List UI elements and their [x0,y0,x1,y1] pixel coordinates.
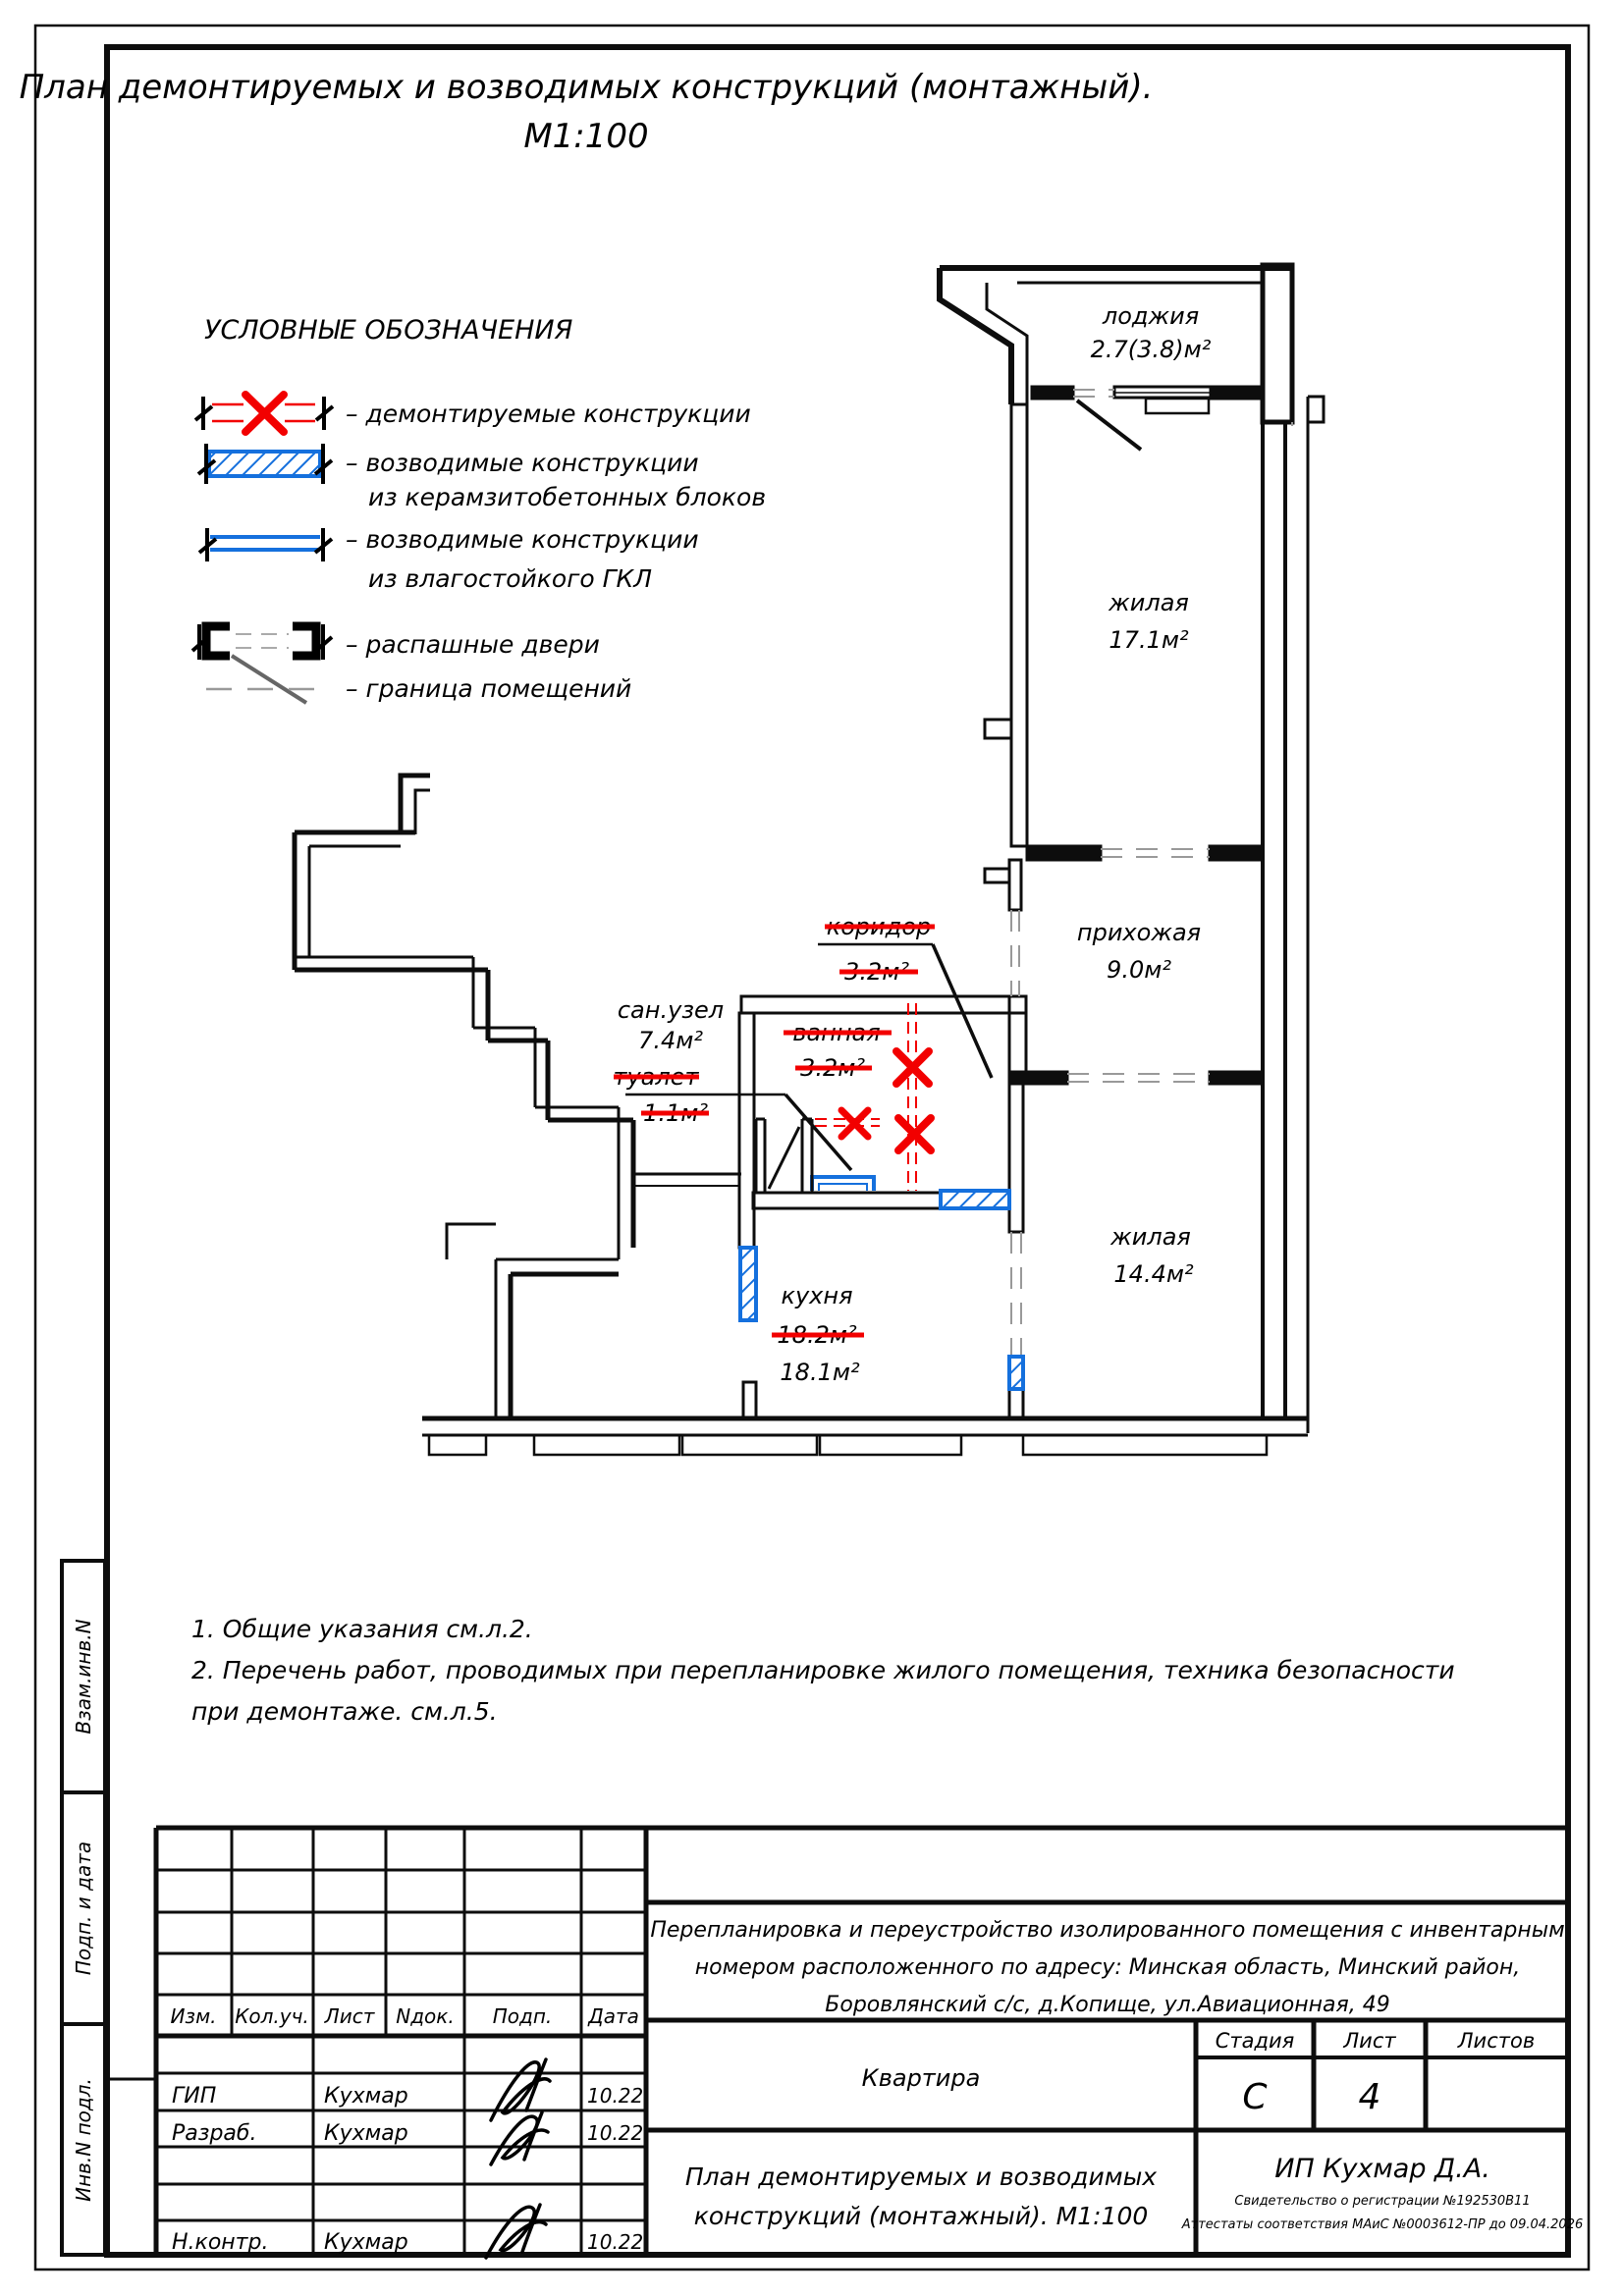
room-area-corridor: 3.2м² [844,958,909,986]
legend-item-5-label: – граница помещений [346,674,632,703]
room-area-sanuzel: 7.4м² [638,1027,703,1054]
title-block-right [650,1918,1583,2232]
sheet-label: Лист [1343,2029,1396,2053]
new-wall-blocks-1 [941,1191,1009,1208]
row-nkontr-date: 10.22 [587,2230,644,2254]
room-area-bath: 3.2м² [800,1054,865,1082]
room-label-loggia: лоджия [1102,302,1200,330]
stage-label: Стадия [1215,2029,1295,2053]
sheet-title [20,68,1154,156]
title-block [105,1828,1583,2258]
row-gip-date: 10.22 [587,2084,644,2108]
legend-item-4-label: – распашные двери [346,630,600,659]
company-cert-1: Свидетельство о регистрации №192530В11 [1234,2194,1531,2209]
swing-door-icon [192,624,332,703]
row-razrab-role: Разраб. [172,2121,257,2146]
header-data: Дата [588,2004,639,2028]
project-address-2: номером расположенного по адресу: Минская область, Минский район, [694,1955,1521,1980]
room-area-hall: 9.0м² [1107,956,1171,984]
row-gip-name: Кухмар [324,2084,408,2109]
sheet-title-line1: План демонтируемых и возводимых конструкций (монтажный). [19,68,1154,107]
room-label-toilet: туалет [613,1063,699,1091]
row-gip-role: ГИП [172,2084,217,2109]
row-nkontr-role: Н.контр. [172,2230,269,2255]
stage-value: С [1242,2077,1268,2117]
room-area-living2: 14.4м² [1113,1260,1194,1288]
doc-title-2: конструкций (монтажный). М1:100 [693,2202,1149,2230]
sheet-title-scale: М1:100 [523,117,649,156]
header-izm: Изм. [170,2004,217,2028]
signature-razrab [491,2112,548,2164]
demolished-wall-icon [195,395,333,432]
note-line-1: 1. Общие указания см.л.2. [191,1615,533,1643]
row-razrab-date: 10.22 [587,2121,644,2145]
object-name: Квартира [861,2064,981,2092]
signature-nkontr [486,2205,546,2258]
floor-plan [295,265,1324,1455]
new-wall-blocks-2 [740,1248,756,1320]
sheet-value: 4 [1358,2077,1381,2117]
new-wall-blocks-3 [1009,1357,1023,1389]
header-podp: Подп. [492,2004,553,2028]
sidebar-stamp-podp: Подп. и дата [72,1841,95,1976]
room-area-living1: 17.1м² [1109,626,1189,654]
company-name: ИП Кухмар Д.А. [1274,2154,1490,2184]
sheets-label: Листов [1457,2029,1536,2053]
room-label-hall: прихожая [1076,919,1202,946]
new-gkl-wall-icon [199,528,332,561]
header-ndok: Nдок. [396,2004,455,2028]
header-koluch: Кол.уч. [235,2004,309,2028]
note-line-2: 2. Перечень работ, проводимых при перепланировке жилого помещения, техника безопасности [191,1656,1455,1684]
room-boundaries [1011,390,1292,1357]
project-address-3: Боровлянский с/с, д.Копище, ул.Авиационная, 49 [825,1993,1390,2017]
signatures [486,2059,550,2258]
note-line-3: при демонтаже. см.л.5. [191,1697,498,1726]
room-area-toilet: 1.1м² [643,1099,708,1127]
new-blocks-wall-icon [198,444,332,484]
project-address-1: Перепланировка и переустройство изолированного помещения с инвентарным [650,1918,1565,1943]
demolition-x-icon [896,1051,931,1150]
demolition-x-small-icon [841,1110,868,1137]
row-nkontr-name: Кухмар [324,2230,408,2255]
legend-item-2-label: – возводимые конструкции [346,449,699,477]
doc-title-1: План демонтируемых и возводимых [684,2163,1158,2191]
company-cert-2: Аттестаты соответствия МАиС №0003612-ПР до 09.04.2026 [1181,2217,1584,2232]
room-area-kitchen-old: 18.2м² [777,1321,857,1349]
sidebar-stamp-vzam: Взам.инв.N [72,1619,95,1735]
room-label-bath: ванная [792,1019,881,1046]
legend-item-3-label2: из влагостойкого ГКЛ [368,564,653,593]
legend-item-1-label: – демонтируемые конструкции [346,400,751,428]
room-area-kitchen-new: 18.1м² [780,1359,860,1386]
room-labels [614,302,1212,1386]
notes [191,1615,1455,1726]
legend-heading: УСЛОВНЫЕ ОБОЗНАЧЕНИЯ [204,315,573,346]
title-block-headers [170,2004,638,2028]
room-label-kitchen: кухня [781,1282,853,1309]
header-list: Лист [324,2004,375,2028]
room-label-sanuzel: сан.узел [617,996,725,1024]
sidebar-stamps [62,1561,105,2255]
row-razrab-name: Кухмар [324,2121,408,2146]
room-label-living2: жилая [1110,1223,1191,1251]
room-area-loggia: 2.7(3.8)м² [1090,336,1212,363]
room-label-living1: жилая [1109,589,1189,616]
legend-item-2-label2: из керамзитобетонных блоков [368,483,767,511]
room-label-corridor: коридор [826,913,932,940]
label-strikethroughs [614,927,935,1335]
legend [192,315,766,703]
sidebar-stamp-inv: Инв.N подл. [72,2078,95,2202]
legend-item-3-label: – возводимые конструкции [346,525,699,554]
